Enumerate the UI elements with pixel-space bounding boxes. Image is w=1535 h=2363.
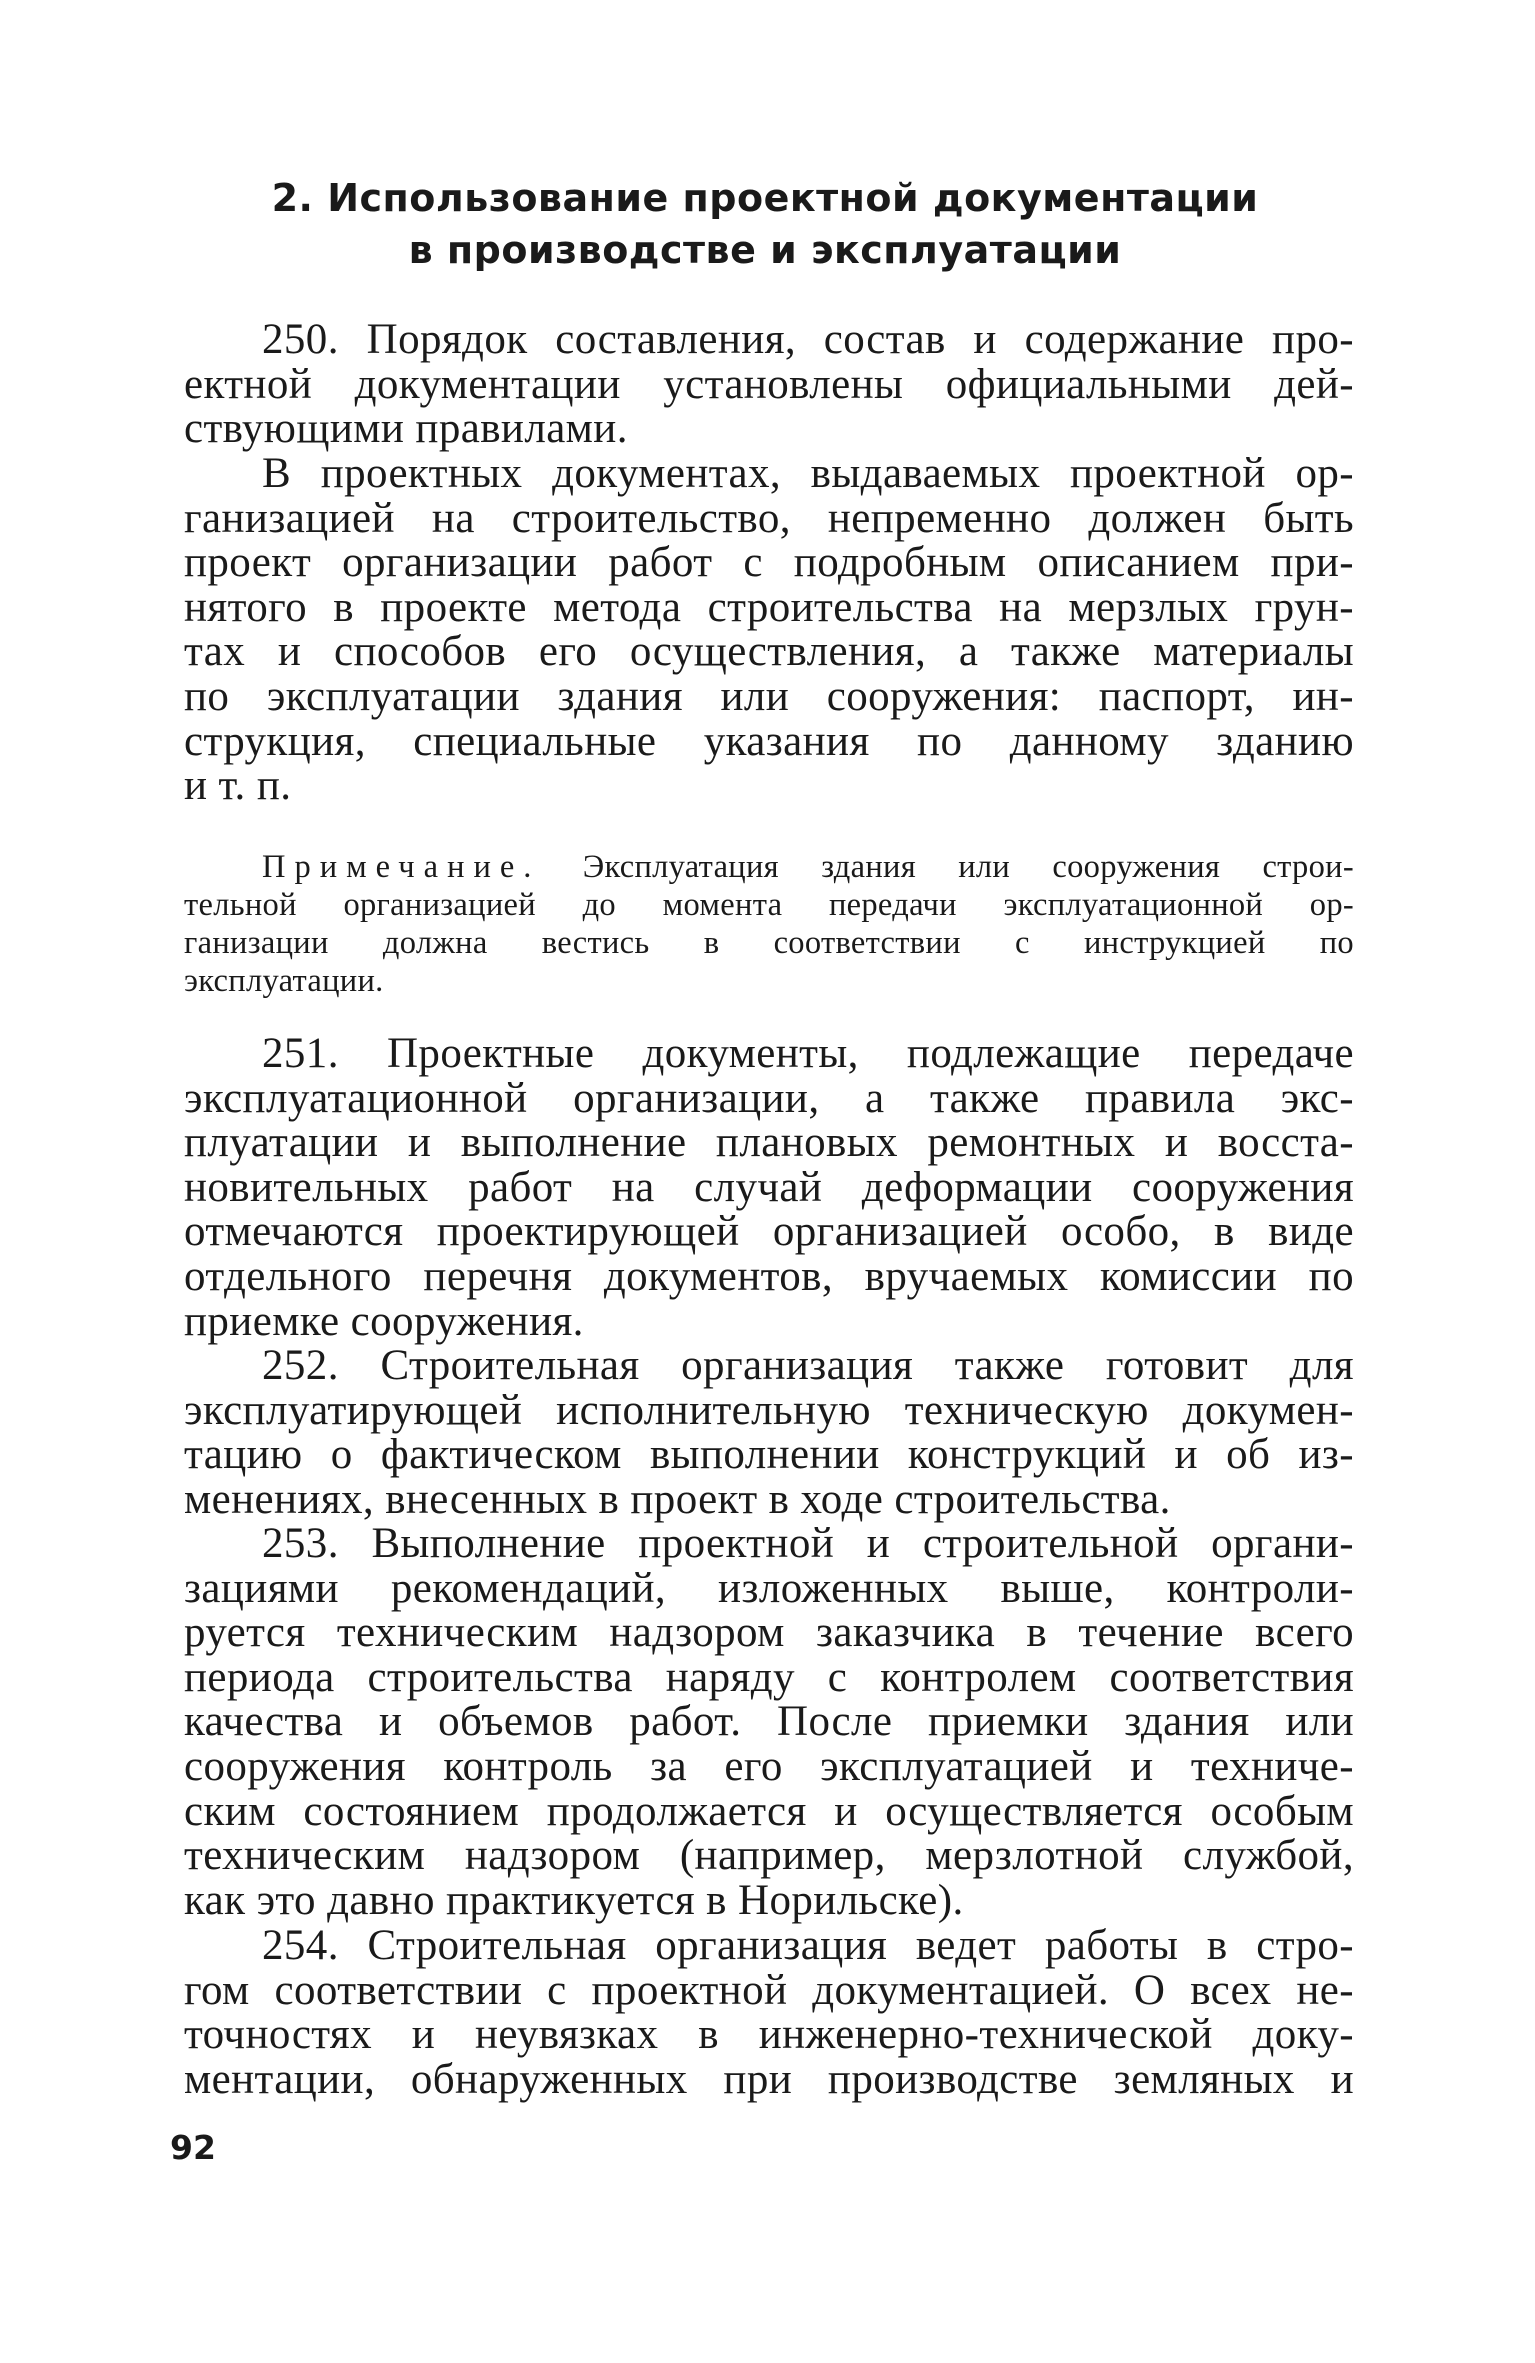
text-line: по эксплуатации здания или сооружения: паспорт, ин- (184, 672, 1354, 720)
text-line: 250. Порядок составления, состав и содержание про- (262, 316, 1354, 363)
note-line: эксплуатации. (184, 963, 384, 999)
text-line: ствующими правилами. (184, 405, 628, 453)
text-line: 254. Строительная организация ведет работы в стро- (262, 1922, 1354, 1969)
text-line: 252. Строительная организация также готовит для (262, 1342, 1354, 1389)
text-line: 251. Проектные документы, подлежащие передаче (262, 1030, 1354, 1077)
paragraph-252 (184, 1344, 1354, 1522)
text-line: руется техническим надзором заказчика в течение всего (184, 1609, 1354, 1657)
note-text: Эксплуатация здания или сооружения строи- (582, 849, 1354, 885)
text-line: качества и объемов работ. После приемки здания или (184, 1698, 1354, 1746)
text-line: как это давно практикуется в Норильске). (184, 1876, 964, 1924)
text-line: периода строительства наряду с контролем соответствия (184, 1653, 1354, 1701)
note-line (184, 848, 1354, 886)
text-line: зациями рекомендаций, изложенных выше, контроли- (184, 1564, 1354, 1612)
paragraph-254 (184, 1924, 1354, 2102)
text-line: менениях, внесенных в проект в ходе строительства. (184, 1475, 1171, 1523)
text-line: В проектных документах, выдаваемых проектной ор- (262, 450, 1354, 497)
text-line: плуатации и выполнение плановых ремонтных и восста- (184, 1119, 1354, 1167)
text-line: новительных работ на случай деформации сооружения (184, 1163, 1354, 1211)
text-line: точностях и неувязках в инженерно-технической доку- (184, 2011, 1354, 2059)
text-line: ским состоянием продолжается и осуществляется особым (184, 1787, 1354, 1835)
text-line: ганизацией на строительство, непременно должен быть (184, 494, 1354, 542)
text-line: и т. п. (184, 762, 292, 810)
text-line: эксплуатирующей исполнительную техническую докумен- (184, 1386, 1354, 1434)
heading-line-2: в производстве и эксплуатации (408, 228, 1122, 272)
text-line: эксплуатационной организации, а также правила экс- (184, 1074, 1354, 1122)
text-line: ектной документации установлены официальными дей- (184, 360, 1354, 408)
paragraph-251 (184, 1032, 1354, 1344)
text-line: приемке сооружения. (184, 1297, 584, 1345)
note-label: Примечание. (262, 849, 541, 885)
paragraph-250-continued (184, 452, 1354, 809)
text-line: нятого в проекте метода строительства на мерзлых грун- (184, 583, 1354, 631)
text-line: отмечаются проектирующей организацией особо, в виде (184, 1208, 1354, 1256)
note-block (184, 848, 1354, 1000)
section-heading (180, 172, 1350, 276)
paragraph-250 (184, 318, 1354, 452)
note-line: ганизации должна вестись в соответствии с инструкцией по (184, 925, 1354, 961)
text-line: ментации, обнаруженных при производстве земляных и (184, 2055, 1354, 2103)
text-line: сооружения контроль за его эксплуатацией и техниче- (184, 1742, 1354, 1790)
text-line: гом соответствии с проектной документацией. О всех не- (184, 1966, 1354, 2014)
text-line: тацию о фактическом выполнении конструкций и об из- (184, 1431, 1354, 1479)
text-line: отдельного перечня документов, вручаемых комиссии по (184, 1252, 1354, 1300)
note-line: тельной организацией до момента передачи эксплуатационной ор- (184, 887, 1354, 923)
text-line: техническим надзором (например, мерзлотной службой, (184, 1832, 1354, 1880)
text-line: 253. Выполнение проектной и строительной органи- (262, 1520, 1354, 1567)
page-number: 92 (170, 2128, 216, 2167)
paragraph-253 (184, 1522, 1354, 1923)
text-line: тах и способов его осуществления, а также материалы (184, 628, 1354, 676)
text-line: струкция, специальные указания по данному зданию (184, 717, 1354, 765)
text-line: проект организации работ с подробным описанием при- (184, 539, 1354, 587)
heading-line-1: 2. Использование проектной документации (271, 176, 1259, 220)
